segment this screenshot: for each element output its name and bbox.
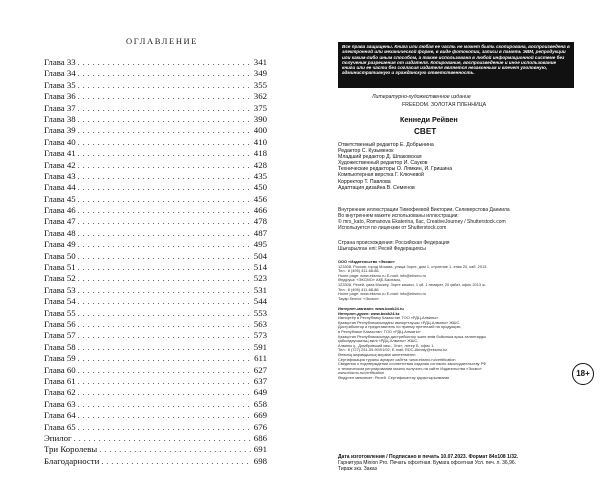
- book-title: СВЕТ: [414, 127, 437, 136]
- toc-entry-page: 495: [253, 239, 267, 250]
- toc-leader-dots: [78, 80, 251, 91]
- publisher-line: 123308, Россия, город Москва, улица Зорге, дом 1, строение 1, этаж 20, каб. 2013.: [338, 264, 488, 269]
- toc-entry-page: 514: [253, 262, 267, 273]
- toc-entry: [44, 410, 267, 421]
- toc-leader-dots: [78, 308, 251, 319]
- toc-entry: [44, 308, 267, 319]
- toc-entry-title: Глава 53: [44, 284, 76, 295]
- toc-entry: [44, 251, 267, 262]
- toc-entry: [44, 330, 267, 341]
- print-info-block: [338, 454, 594, 473]
- toc-entry-page: 658: [253, 398, 267, 409]
- print-info-line: Гарнитура Minion Pro. Печать офсетная. Бумага офсетная Усл. печ. л. 36,96.: [338, 460, 517, 467]
- series-line: FREEDOM. ЗОЛОТАЯ ПЛЕННИЦА: [402, 102, 487, 108]
- credit-line: Корректор Т. Павлова: [338, 178, 391, 185]
- toc-entry-page: 478: [253, 216, 267, 227]
- toc-entry-title: Три Королевы: [44, 444, 98, 455]
- toc-leader-dots: [78, 376, 251, 387]
- toc-entry-title: Глава 39: [44, 125, 76, 136]
- toc-leader-dots: [99, 444, 251, 455]
- credit-line: Младший редактор Д. Шпаковская: [338, 154, 422, 161]
- toc-entry-page: 591: [253, 341, 267, 352]
- toc-entry-page: 627: [253, 364, 267, 375]
- illustration-credit-line: Используется по лицензии от Shutterstock.com: [338, 225, 447, 231]
- credit-line: Ответственный редактор Е. Добрынина: [338, 142, 434, 148]
- toc-entry: [44, 125, 267, 136]
- toc-entry: [44, 57, 267, 68]
- toc-entry: [44, 456, 267, 467]
- toc-leader-dots: [78, 399, 251, 410]
- toc-entry-page: 676: [253, 421, 267, 432]
- toc-entry-page: 456: [253, 193, 267, 204]
- publisher-line: Тел.: 8 (495) 411-68-86.: [338, 269, 380, 274]
- toc-entry-page: 691: [253, 444, 267, 455]
- toc-leader-dots: [78, 103, 251, 114]
- rights-notice: Все права защищены. Книга или любая ее часть не может быть скопирована, воспроизведена в электронной или механической форме, в виде фотокопии, записи в память ЭВМ, репродукции или каким-либо иным способом, а также использована в любой информационной системе без получения разрешения от издателя. Копирование, воспроизведение и иное использование книги или ее части без согласия издателя является незаконным и влечет уголовную, административную и гражданскую ответственность.: [338, 42, 574, 88]
- toc-entry-title: Глава 43: [44, 170, 76, 181]
- toc-entry-page: 390: [253, 113, 267, 124]
- toc-entry: [44, 239, 267, 250]
- toc-entry: [44, 194, 267, 205]
- toc-leader-dots: [78, 410, 251, 421]
- toc-leader-dots: [78, 91, 251, 102]
- print-info-line: Дата изготовления / Подписано в печать 10.07.2023. Формат 84x108 1/32.: [338, 454, 519, 460]
- toc-leader-dots: [78, 228, 251, 239]
- toc-leader-dots: [78, 273, 251, 284]
- credit-line: Компьютерная верстка Г. Ключевой: [338, 172, 424, 179]
- toc-leader-dots: [78, 160, 251, 171]
- distributor-line: Импортёр в Республику Казахстан ТОО «РДЦ-Алматы».: [338, 316, 440, 321]
- toc-entry-title: Глава 57: [44, 330, 76, 341]
- toc-entry-page: 504: [253, 250, 267, 261]
- toc-entry-title: Эпилог: [44, 432, 72, 443]
- distributor-line: қабылдаушының өкілі «РДЦ-Алматы» ЖШС,: [338, 339, 419, 344]
- distributor-line: Қазақстан Республикасында дистрибьютор және өнім бойынша арыз-талаптарды: [338, 334, 486, 339]
- toc-entry-page: 450: [253, 182, 267, 193]
- toc-leader-dots: [78, 353, 251, 364]
- toc-entry-page: 418: [253, 148, 267, 159]
- toc-entry-title: Глава 56: [44, 318, 76, 329]
- toc-entry-page: 487: [253, 227, 267, 238]
- toc-entry-page: 698: [253, 455, 267, 466]
- credit-line: Редактор С. Кузьменок: [338, 148, 394, 155]
- credit-line: Адаптация дизайна В. Семенов: [338, 184, 415, 191]
- toc-entry-title: Глава 42: [44, 159, 76, 170]
- toc-leader-dots: [78, 148, 251, 159]
- toc-entry-page: 435: [253, 170, 267, 181]
- credit-line: Технические редакторы О. Лямкин, И. Гришина: [338, 166, 453, 173]
- age-rating-badge: 18+: [572, 363, 594, 385]
- toc-heading: ОГЛАВЛЕНИЕ: [126, 36, 199, 46]
- toc-leader-dots: [78, 68, 251, 79]
- illustrations-block: [338, 207, 564, 231]
- toc-entry-page: 686: [253, 432, 267, 443]
- toc-entry: [44, 137, 267, 148]
- distributor-line: Қазақстан Республикасындағы импорттаушы «РДЦ-Алматы» ЖШС.: [338, 320, 461, 325]
- distributor-line: Тел.: 8 (727) 251-59-90/91/92; E-mail: RDC-Almaty@eksmo.kz: [338, 348, 448, 353]
- distributor-line: Алматы қ., Домбровский көш., 3«а», литер Б, офис 1.: [338, 343, 435, 348]
- toc-entry-title: Глава 48: [44, 227, 76, 238]
- toc-leader-dots: [78, 216, 251, 227]
- toc-entry: [44, 262, 267, 273]
- toc-entry: [44, 273, 267, 284]
- toc-entry-title: Глава 49: [44, 239, 76, 250]
- distributor-line: Дистрибьютор и представитель по приему претензий на продукцию,: [338, 325, 462, 330]
- toc-entry-title: Глава 51: [44, 262, 76, 273]
- toc-entry-title: Благодарности: [44, 455, 100, 466]
- toc-entry-page: 563: [253, 318, 267, 329]
- distributor-line: в Республике Казахстан: ТОО «РДЦ-Алматы»: [338, 329, 421, 334]
- toc-entry-page: 649: [253, 387, 267, 398]
- toc-leader-dots: [78, 330, 251, 341]
- publisher-line: Тел.: 8 (495) 411-68-86.: [338, 287, 380, 292]
- publisher-line: Home page: www.eksmo.ru E-mail: info@eksmo.ru: [338, 273, 427, 278]
- publisher-line: ООО «Издательство «Эксмо»: [338, 260, 395, 264]
- toc-entry: [44, 228, 267, 239]
- toc-entry-title: Глава 46: [44, 205, 76, 216]
- toc-entry: [44, 205, 267, 216]
- toc-leader-dots: [78, 137, 251, 148]
- toc-leader-dots: [78, 319, 251, 330]
- toc-entry-title: Глава 58: [44, 341, 76, 352]
- toc-entry-page: 531: [253, 284, 267, 295]
- toc-entry-title: Глава 61: [44, 375, 76, 386]
- toc-entry-page: 428: [253, 159, 267, 170]
- toc-entry: [44, 422, 267, 433]
- toc-leader-dots: [78, 285, 251, 296]
- toc-entry-title: Глава 47: [44, 216, 76, 227]
- toc-leader-dots: [78, 365, 251, 376]
- publisher-line: 123308, Ресей, қала Мәскеу, Зорге көшесі, 1 үй, 1 ғимарат, 20 қабат, офис 2013 ж.: [338, 282, 486, 287]
- toc-entry-title: Глава 59: [44, 353, 76, 364]
- print-info-line: Тираж экз. Заказ: [338, 466, 377, 473]
- toc-entry: [44, 342, 267, 353]
- origin-block: [338, 240, 564, 252]
- publisher-line: Өндіруші: «ЭКСМО» АҚБ Баспасы,: [338, 278, 402, 283]
- toc-list: [44, 57, 267, 467]
- toc-entry: [44, 91, 267, 102]
- toc-entry-title: Глава 38: [44, 113, 76, 124]
- toc-entry-page: 466: [253, 205, 267, 216]
- distributor-line: Интернет-магазин: www.book24.ru: [338, 307, 404, 311]
- toc-entry-page: 637: [253, 375, 267, 386]
- toc-entry: [44, 114, 267, 125]
- toc-entry-title: Глава 63: [44, 398, 76, 409]
- toc-entry: [44, 216, 267, 227]
- toc-entry: [44, 444, 267, 455]
- publisher-line: Тауар белгісі: «Эксмо»: [338, 296, 380, 301]
- toc-leader-dots: [78, 182, 251, 193]
- toc-entry-page: 669: [253, 410, 267, 421]
- toc-entry-title: Глава 34: [44, 68, 76, 79]
- toc-entry-title: Глава 52: [44, 273, 76, 284]
- distributor-line: Сведения о подтверждении соответствия издания согласно законодательству РФ: [338, 362, 487, 367]
- toc-entry-page: 400: [253, 125, 267, 136]
- credits-block: [338, 142, 578, 191]
- toc-entry-title: Глава 65: [44, 421, 76, 432]
- toc-entry-title: Глава 40: [44, 136, 76, 147]
- toc-entry-title: Глава 33: [44, 57, 76, 67]
- toc-leader-dots: [78, 296, 251, 307]
- toc-entry-title: Глава 37: [44, 102, 76, 113]
- toc-entry-page: 523: [253, 273, 267, 284]
- publisher-line: Home page: www.eksmo.ru E-mail: info@eksmo.ru: [338, 292, 427, 297]
- toc-leader-dots: [78, 57, 251, 68]
- toc-leader-dots: [78, 205, 251, 216]
- toc-entry-title: Глава 35: [44, 79, 76, 90]
- toc-leader-dots: [78, 125, 251, 136]
- toc-leader-dots: [78, 239, 251, 250]
- toc-leader-dots: [78, 262, 251, 273]
- origin-line: Шығарылған елі: Ресей Федерациясы: [338, 246, 426, 252]
- toc-entry: [44, 296, 267, 307]
- toc-entry-title: Глава 36: [44, 91, 76, 102]
- origin-line: Страна происхождения: Российская Федерация: [338, 240, 450, 246]
- distributor-line: Интернет-дүкен: www.book24.kz: [338, 311, 400, 316]
- distributor-block: [338, 307, 564, 381]
- publisher-block: [338, 260, 564, 301]
- genre-line: Литературно-художественное издание: [372, 94, 471, 100]
- toc-entry-page: 362: [253, 91, 267, 102]
- toc-entry-page: 410: [253, 136, 267, 147]
- toc-entry-page: 355: [253, 79, 267, 90]
- distributor-line: www.eksmo.ru/certification: [338, 371, 385, 376]
- illustration-credit-line: Внутренние иллюстрации Тимофеевой Виктории, Селеверстова Даниила: [338, 207, 510, 213]
- toc-leader-dots: [78, 194, 251, 205]
- toc-entry-page: 573: [253, 330, 267, 341]
- toc-entry: [44, 433, 267, 444]
- toc-entry: [44, 285, 267, 296]
- toc-entry-page: 544: [253, 296, 267, 307]
- toc-entry: [44, 387, 267, 398]
- toc-leader-dots: [78, 251, 251, 262]
- toc-entry-title: Глава 54: [44, 296, 76, 307]
- toc-entry: [44, 160, 267, 171]
- illustration-credit-line: Во внутреннем макете использованы иллюстрации:: [338, 213, 459, 219]
- toc-entry-title: Глава 62: [44, 387, 76, 398]
- toc-entry-title: Глава 55: [44, 307, 76, 318]
- toc-entry-page: 611: [254, 353, 267, 364]
- author-name: Кеннеди Рейвен: [400, 115, 458, 124]
- toc-entry-title: Глава 45: [44, 193, 76, 204]
- toc-entry-title: Глава 50: [44, 250, 76, 261]
- toc-entry-title: Глава 44: [44, 182, 76, 193]
- illustration-credit-line: © mrs_kato, Romanova Ekaterina, Ilac, CreativeJourney / Shutterstock.com: [338, 219, 506, 225]
- toc-entry-title: Глава 41: [44, 148, 76, 159]
- toc-leader-dots: [78, 387, 251, 398]
- toc-entry: [44, 68, 267, 79]
- distributor-line: Өндірген мемлекет: Ресей. Сертификаттау қарастырылмаған: [338, 375, 450, 380]
- toc-entry: [44, 365, 267, 376]
- toc-entry: [44, 148, 267, 159]
- toc-entry: [44, 182, 267, 193]
- toc-entry-page: 349: [253, 68, 267, 79]
- toc-leader-dots: [78, 171, 251, 182]
- distributor-line: Өнімнің жарамдылық мерзімі шектелмеген.: [338, 352, 417, 357]
- toc-entry-title: Глава 60: [44, 364, 76, 375]
- toc-leader-dots: [74, 433, 251, 444]
- toc-entry: [44, 399, 267, 410]
- toc-leader-dots: [78, 342, 251, 353]
- toc-entry-page: 375: [253, 102, 267, 113]
- toc-entry-page: 341: [253, 57, 267, 67]
- toc-entry: [44, 319, 267, 330]
- toc-entry: [44, 353, 267, 364]
- toc-entry: [44, 171, 267, 182]
- distributor-line: Сертификация туралы ақпарат сайтта: www.eksmo.ru/certification: [338, 357, 456, 362]
- toc-leader-dots: [101, 456, 251, 467]
- toc-entry: [44, 80, 267, 91]
- toc-leader-dots: [78, 422, 251, 433]
- toc-leader-dots: [78, 114, 251, 125]
- distributor-line: о техническом регулировании можно получить на сайте Издательства «Эксмо»: [338, 366, 482, 371]
- imprint-page: [304, 0, 608, 491]
- credit-line: Художественный редактор И. Сауков: [338, 160, 428, 167]
- toc-entry: [44, 376, 267, 387]
- toc-entry-title: Глава 64: [44, 410, 76, 421]
- toc-entry-page: 553: [253, 307, 267, 318]
- toc-entry: [44, 103, 267, 114]
